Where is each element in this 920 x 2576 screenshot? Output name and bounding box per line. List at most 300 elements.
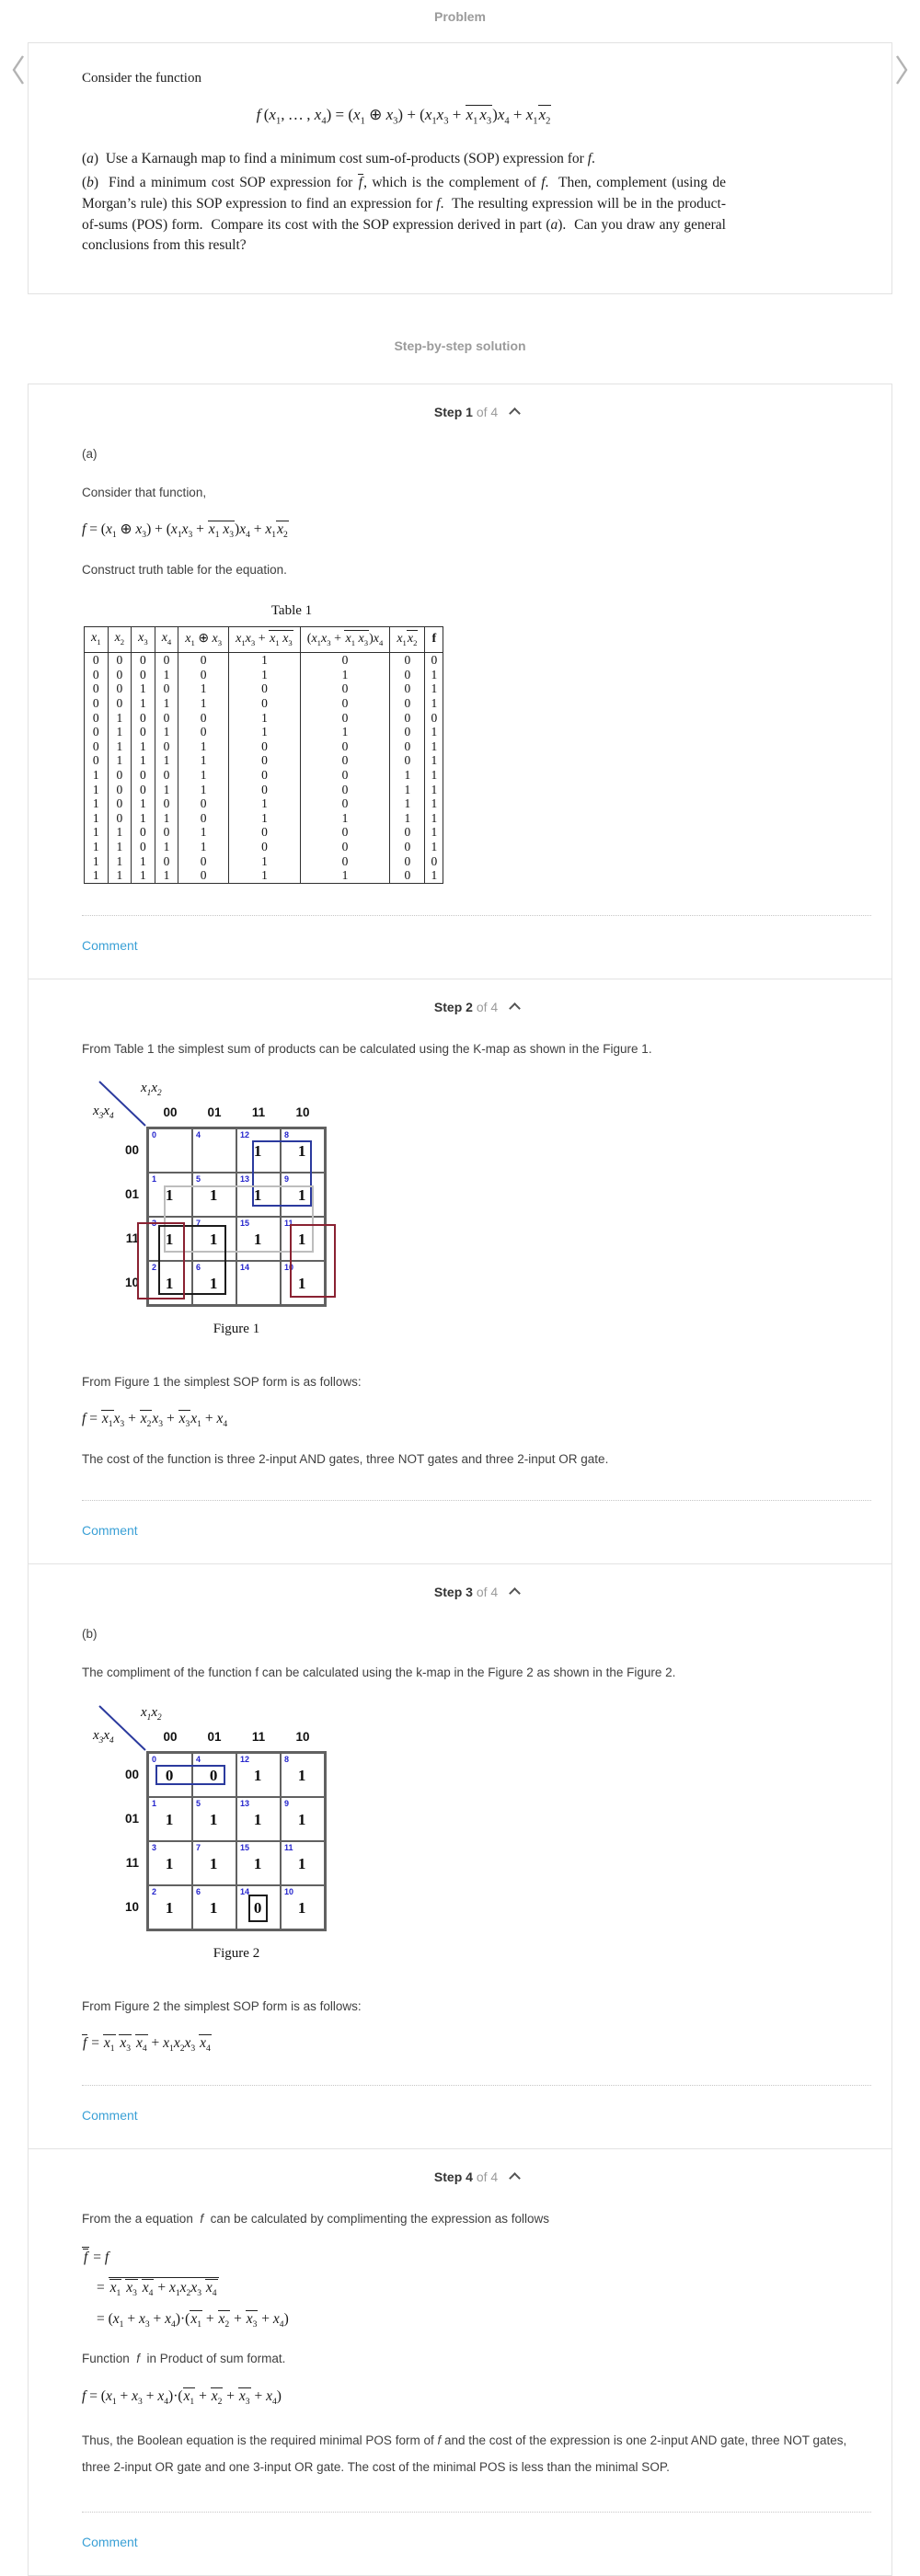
truth-table-cell: 0: [229, 840, 301, 854]
step-of-label: of 4: [476, 404, 499, 419]
truth-table-cell: 0: [390, 840, 425, 854]
truth-table-cell: 1: [132, 868, 155, 883]
kmap-cell-index: 1: [152, 1174, 157, 1185]
truth-table-cell: 1: [108, 725, 132, 739]
truth-table-cell: 1: [178, 768, 229, 783]
kmap-col-label: 10: [295, 1105, 310, 1120]
truth-table-row: [85, 696, 443, 711]
kmap-cell-value: 1: [253, 1854, 262, 1872]
cost-text: The cost of the function is three 2-input AND gates, three NOT gates and three 2-input OR gate.: [82, 1451, 609, 1466]
kmap-cell-index: 8: [284, 1130, 290, 1140]
divider: [82, 2512, 871, 2513]
truth-table-cell: 0: [229, 681, 301, 696]
kmap-cell-index: 13: [240, 1174, 250, 1185]
kmap-cell-value: 1: [297, 1854, 306, 1872]
truth-table-cell: 0: [300, 739, 390, 754]
truth-table-cell: 0: [390, 711, 425, 726]
kmap-cell-index: 4: [196, 1754, 201, 1764]
kmap-col-label: 01: [207, 1729, 222, 1744]
kmap-cell-value: 1: [297, 1230, 306, 1248]
truth-table-cell: 1: [229, 811, 301, 826]
kmap-colvar-label: $x_1x_2$: [141, 1081, 162, 1099]
truth-table-cell: 1: [85, 825, 109, 840]
kmap-cell-value: 1: [209, 1854, 218, 1872]
next-problem-chevron-icon[interactable]: [891, 53, 912, 86]
kmap-cell: [148, 1128, 192, 1173]
truth-table-cell: 1: [300, 668, 390, 682]
truth-table-cell: 1: [85, 811, 109, 826]
kmap-row-label: 00: [124, 1767, 139, 1781]
truth-table-cell: 0: [390, 681, 425, 696]
truth-table-cell: 1: [178, 739, 229, 754]
truth-table-cell: 0: [300, 653, 390, 668]
kmap-cell-index: 9: [284, 1174, 290, 1185]
kmap-cell-value: 1: [253, 1141, 262, 1160]
truth-table-cell: 0: [108, 768, 132, 783]
truth-table-cell: 0: [155, 854, 178, 869]
truth-table-cell: 0: [229, 753, 301, 768]
truth-table-cell: 0: [300, 854, 390, 869]
kmap-cell-index: 4: [196, 1130, 201, 1140]
kmap-cell-value: 1: [253, 1766, 262, 1784]
kmap-cell-value: 1: [297, 1141, 306, 1160]
step-2-card: [28, 979, 892, 1564]
kmap-cell-value: 1: [209, 1230, 218, 1248]
collapse-step-icon[interactable]: [509, 2172, 521, 2184]
truth-table-cell: 0: [85, 696, 109, 711]
truth-table-cell: 0: [229, 825, 301, 840]
divider: [82, 1500, 871, 1501]
collapse-step-icon[interactable]: [509, 1002, 521, 1014]
kmap-cell-index: 1: [152, 1798, 157, 1808]
truth-table-cell: 1: [155, 811, 178, 826]
truth-table-cell: 1: [155, 868, 178, 883]
truth-table-cell: 1: [155, 696, 178, 711]
truth-table-row: [85, 653, 443, 668]
truth-table-row: [85, 796, 443, 811]
truth-table-cell: 1: [229, 711, 301, 726]
truth-table-cell: 0: [108, 796, 132, 811]
truth-table-cell: 0: [178, 725, 229, 739]
kmap-cell-value: 1: [165, 1854, 174, 1872]
step-text: Function f in Product of sum format.: [82, 2352, 286, 2366]
truth-table-row: [85, 668, 443, 682]
truth-table-cell: 0: [229, 783, 301, 797]
kmap-cell-value: 1: [297, 1810, 306, 1828]
truth-table-cell: 0: [155, 653, 178, 668]
truth-table-cell: 1: [425, 725, 443, 739]
truth-table-cell: 1: [229, 668, 301, 682]
function-formula: $f = (x_1$ ⊕ $x_3) + (x_1x_3 + x_1$ $x_3)x_4 + x_1x_2$: [82, 521, 288, 541]
kmap-cell-value: 1: [165, 1230, 174, 1248]
kmap-cell-value: 1: [253, 1230, 262, 1248]
truth-table-cell: 0: [155, 681, 178, 696]
truth-table-header: $x_1$: [85, 627, 109, 653]
truth-table-cell: 1: [425, 811, 443, 826]
truth-table-cell: 1: [425, 681, 443, 696]
comment-link[interactable]: Comment: [82, 2108, 138, 2124]
truth-table-cell: 1: [85, 768, 109, 783]
step-1-card: [28, 384, 892, 979]
truth-table-cell: 0: [85, 753, 109, 768]
kmap-cell: [148, 1841, 192, 1885]
truth-table-cell: 0: [178, 668, 229, 682]
kmap-cell-index: 0: [152, 1130, 157, 1140]
kmap-cell-index: 3: [152, 1842, 157, 1852]
truth-table-cell: 0: [132, 711, 155, 726]
truth-table-cell: 0: [132, 840, 155, 854]
kmap-cell-index: 15: [240, 1219, 250, 1229]
truth-table-cell: 0: [132, 725, 155, 739]
step-of-label: of 4: [476, 2170, 499, 2185]
kmap-cell: [236, 1841, 281, 1885]
kmap-cell-index: 3: [152, 1219, 157, 1229]
kmap-cell: [281, 1885, 325, 1929]
steps-container: [0, 384, 920, 2576]
kmap-cell-index: 14: [240, 1263, 250, 1273]
truth-table-cell: 1: [108, 711, 132, 726]
problem-section-title: Problem: [433, 9, 486, 24]
step-text: Consider that function,: [82, 486, 207, 500]
step-4-card: [28, 2148, 892, 2576]
truth-table-cell: 0: [300, 768, 390, 783]
step-3-card: [28, 1563, 892, 2149]
kmap-cell: [148, 1797, 192, 1841]
truth-table-cell: 1: [85, 868, 109, 883]
truth-table-cell: 1: [178, 825, 229, 840]
truth-table-cell: 1: [108, 825, 132, 840]
divider: [82, 2085, 871, 2086]
truth-table-cell: 0: [425, 653, 443, 668]
truth-table-cell: 0: [390, 753, 425, 768]
kmap-cell-value: 1: [209, 1274, 218, 1292]
divider: [82, 915, 871, 916]
sop-formula: $f = x_1x_3 + x_2x_3 + x_3x_1 + x_4$: [82, 1411, 228, 1430]
truth-table-cell: 1: [229, 854, 301, 869]
step-part-label: (b): [82, 1627, 98, 1642]
truth-table-cell: 1: [178, 753, 229, 768]
truth-table-cell: 0: [229, 739, 301, 754]
truth-table-cell: 0: [390, 696, 425, 711]
truth-table-cell: 1: [155, 668, 178, 682]
figure-caption: Figure 2: [213, 1945, 260, 1961]
kmap-cell: [236, 1261, 281, 1305]
truth-table-cell: 1: [425, 753, 443, 768]
step-1-header: [82, 384, 871, 425]
kmap-cell-value: 1: [297, 1898, 306, 1917]
kmap-cell-index: 13: [240, 1798, 250, 1808]
comment-link[interactable]: Comment: [82, 1523, 138, 1539]
kmap-col-label: 00: [163, 1105, 178, 1120]
truth-table-cell: 1: [132, 681, 155, 696]
truth-table-cell: 1: [229, 868, 301, 883]
truth-table-row: [85, 811, 443, 826]
truth-table-cell: 0: [132, 783, 155, 797]
step-label: Step 3: [433, 1585, 473, 1600]
table-caption: Table 1: [270, 603, 313, 619]
truth-table-cell: 0: [155, 711, 178, 726]
kmap-row-label: 11: [125, 1231, 139, 1246]
collapse-step-icon[interactable]: [509, 1587, 521, 1599]
kmap-cell-value: 1: [209, 1810, 218, 1828]
truth-table-cell: 1: [178, 696, 229, 711]
step-of-label: of 4: [476, 1585, 499, 1600]
kmap-cell-index: 7: [196, 1842, 201, 1852]
truth-table-cell: 0: [178, 796, 229, 811]
truth-table-cell: 1: [132, 811, 155, 826]
truth-table-cell: 0: [390, 854, 425, 869]
kmap-cell-value: 1: [165, 1898, 174, 1917]
truth-table-cell: 1: [425, 783, 443, 797]
truth-table-row: [85, 739, 443, 754]
comment-link[interactable]: Comment: [82, 937, 138, 953]
step-label: Step 2: [433, 999, 473, 1014]
kmap-cell-value: 0: [165, 1766, 174, 1784]
kmap-row-label: 10: [124, 1899, 139, 1914]
step-text: From Table 1 the simplest sum of products can be calculated using the K-map as shown in the Figure 1.: [82, 1041, 652, 1056]
truth-table-cell: 0: [155, 825, 178, 840]
truth-table-cell: 1: [108, 840, 132, 854]
kmap-col-label: 10: [295, 1729, 310, 1744]
kmap-cell: [148, 1885, 192, 1929]
truth-table-cell: 0: [300, 796, 390, 811]
kmap-cell-index: 10: [284, 1263, 294, 1273]
kmap-row-label: 01: [124, 1187, 139, 1202]
kmap-cell-index: 10: [284, 1886, 294, 1896]
truth-table-cell: 1: [178, 681, 229, 696]
truth-table-cell: 0: [178, 868, 229, 883]
truth-table-cell: 1: [132, 796, 155, 811]
truth-table-cell: 1: [132, 696, 155, 711]
truth-table-cell: 0: [132, 825, 155, 840]
step-2-header: [82, 979, 871, 1020]
truth-table-cell: 1: [85, 854, 109, 869]
truth-table-header-row: [85, 627, 443, 653]
truth-table-cell: 1: [108, 753, 132, 768]
truth-table-cell: 1: [300, 868, 390, 883]
truth-table-cell: 1: [229, 653, 301, 668]
truth-table-cell: 0: [390, 653, 425, 668]
problem-intro-text: Consider the function: [82, 71, 201, 86]
truth-table-cell: 0: [178, 711, 229, 726]
kmap-cell: [192, 1797, 236, 1841]
problem-part-a-text: (a) Use a Karnaugh map to find a minimum cost sum-of-products (SOP) expression for f.: [82, 150, 595, 166]
truth-table-cell: 0: [390, 868, 425, 883]
truth-table-cell: 0: [425, 854, 443, 869]
kmap-cell: [281, 1753, 325, 1797]
truth-table-cell: 1: [155, 783, 178, 797]
truth-table-cell: 1: [425, 825, 443, 840]
problem-formula: f ($x_1$, … , $x_4) = (x_1$ ⊕ $x_3) + (x_1x_3 + x_1$ $x_3)x_4 + x_1x_2$: [256, 106, 551, 127]
kmap-row-label: 00: [124, 1143, 139, 1158]
truth-table-header: $x_4$: [155, 627, 178, 653]
truth-table-cell: 1: [390, 783, 425, 797]
kmap-cell-index: 2: [152, 1886, 157, 1896]
step-4-header: [82, 2149, 871, 2190]
kmap-cell: [281, 1841, 325, 1885]
kmap-cell-value: 1: [253, 1185, 262, 1204]
truth-table-cell: 0: [108, 653, 132, 668]
problem-part-b-text: (b) Find a minimum cost SOP expression for f, which is the complement of f. Then, complement (using de Morgan’s rule) this SOP expression to find an expression for f. The resulting expression will be in the product-of-sums (POS) form. Compare its cost with the SOP expression derived in part (a). Can you draw any general conclusions from this result?: [82, 175, 726, 254]
truth-table-cell: 1: [390, 811, 425, 826]
truth-table-cell: 0: [300, 783, 390, 797]
kmap-colvar-label: $x_1x_2$: [141, 1704, 162, 1723]
truth-table-cell: 0: [132, 668, 155, 682]
kmap-cell-index: 7: [196, 1219, 201, 1229]
truth-table-row: [85, 725, 443, 739]
kmap-cell-value: 1: [165, 1274, 174, 1292]
solution-section-title: Step-by-step solution: [394, 338, 526, 353]
truth-table-cell: 0: [155, 739, 178, 754]
step-text: The compliment of the function f can be calculated using the k-map in the Figure 2 as shown in the Figure 2.: [82, 1666, 676, 1680]
truth-table-cell: 0: [390, 668, 425, 682]
truth-table-cell: 1: [108, 854, 132, 869]
truth-table-header: $x_1x_2$: [390, 627, 425, 653]
kmap-cell-index: 2: [152, 1263, 157, 1273]
step-label: Step 1: [433, 404, 473, 419]
truth-table-cell: 0: [425, 711, 443, 726]
truth-table-cell: 1: [425, 696, 443, 711]
conclusion-text: Thus, the Boolean equation is the required minimal POS form of f and the cost of the expression is one 2-input AND gate, three NOT gates, three 2-input OR gate and one 3-input OR gate. The cost of the minimal POS is less than the minimal SOP.: [82, 2433, 847, 2475]
truth-table-cell: 1: [425, 668, 443, 682]
kmap-cell-value: 0: [253, 1898, 262, 1917]
step-text: Construct truth table for the equation.: [82, 562, 287, 577]
kmap-cell-value: 1: [297, 1185, 306, 1204]
truth-table-cell: 0: [85, 711, 109, 726]
kmap-row-label: 10: [124, 1276, 139, 1290]
truth-table-row: [85, 868, 443, 883]
pos-derivation-formula: = $(x_1 + x_3 + x_4)\cdot(x_1 + x_2 + x_3 + x_4)$: [97, 2310, 289, 2330]
truth-table-cell: 1: [390, 796, 425, 811]
truth-table-cell: 0: [229, 768, 301, 783]
demorgan-step-formula: = $x_1$ $x_3$ $x_4 + x_1x_2x_3$ $x_4$: [97, 2277, 871, 2298]
kmap-col-label: 11: [251, 1729, 266, 1744]
complement-sop-formula: $f = x_1$ $x_3$ $x_4 + x_1x_2x_3$ $x_4$: [83, 2034, 211, 2054]
truth-table-cell: 0: [132, 653, 155, 668]
truth-table-cell: 0: [300, 825, 390, 840]
kmap-cell: [281, 1797, 325, 1841]
truth-table-cell: 0: [390, 725, 425, 739]
truth-table-cell: 1: [229, 725, 301, 739]
truth-table-cell: 0: [108, 681, 132, 696]
comment-link[interactable]: Comment: [82, 2535, 138, 2550]
problem-card: [28, 42, 892, 294]
truth-table-cell: 0: [300, 753, 390, 768]
kmap-col-label: 00: [163, 1729, 178, 1744]
kmap-rowvar-label: $x_3x_4$: [93, 1104, 114, 1122]
truth-table-cell: 0: [300, 681, 390, 696]
truth-table-row: [85, 711, 443, 726]
truth-table-row: [85, 825, 443, 840]
truth-table-row: [85, 681, 443, 696]
truth-table-header: $x_1$ ⊕ $x_3$: [178, 627, 229, 653]
pos-final-formula: $f = (x_1 + x_3 + x_4)\cdot(x_1 + x_2 + x_3 + x_4)$: [82, 2387, 282, 2407]
kmap-cell: [192, 1128, 236, 1173]
previous-problem-chevron-icon[interactable]: [8, 53, 29, 86]
truth-table-cell: 0: [300, 840, 390, 854]
truth-table-cell: 1: [425, 796, 443, 811]
truth-table-cell: 0: [85, 739, 109, 754]
truth-table-cell: 0: [155, 768, 178, 783]
kmap-cell-index: 6: [196, 1263, 201, 1273]
kmap-figure-2: [93, 1705, 871, 1977]
truth-table-cell: 1: [85, 840, 109, 854]
truth-table-cell: 0: [178, 653, 229, 668]
truth-table-cell: 1: [108, 868, 132, 883]
kmap-cell-index: 11: [284, 1842, 293, 1852]
kmap-cell-value: 1: [209, 1185, 218, 1204]
truth-table-cell: 0: [390, 739, 425, 754]
truth-table-cell: 0: [178, 854, 229, 869]
kmap-cell-index: 15: [240, 1842, 250, 1852]
kmap-group-outline: [137, 1222, 185, 1299]
figure-caption: Figure 1: [213, 1322, 260, 1337]
step-text: From Figure 2 the simplest SOP form is as follows:: [82, 1998, 362, 2013]
truth-table-cell: 0: [85, 668, 109, 682]
truth-table-cell: 0: [108, 668, 132, 682]
kmap-cell-value: 1: [165, 1185, 174, 1204]
step-of-label: of 4: [476, 999, 499, 1014]
kmap-group-outline: [248, 1895, 268, 1922]
truth-table-cell: 1: [425, 739, 443, 754]
kmap-cell-value: 0: [209, 1766, 218, 1784]
truth-table-header: $x_3$: [132, 627, 155, 653]
truth-table-row: [85, 753, 443, 768]
kmap-figure-1: [93, 1081, 871, 1353]
truth-table-cell: 0: [300, 711, 390, 726]
kmap-cell-index: 6: [196, 1886, 201, 1896]
truth-table-cell: 0: [85, 653, 109, 668]
kmap-col-label: 11: [251, 1105, 266, 1120]
kmap-cell-index: 5: [196, 1174, 201, 1185]
kmap-cell-index: 11: [284, 1219, 293, 1229]
truth-table-cell: 1: [132, 854, 155, 869]
truth-table-header: f: [425, 627, 443, 653]
kmap-row-label: 01: [124, 1811, 139, 1826]
truth-table-cell: 0: [85, 681, 109, 696]
kmap-cell-index: 9: [284, 1798, 290, 1808]
kmap-cell-index: 12: [240, 1130, 250, 1140]
truth-table-cell: 1: [300, 811, 390, 826]
collapse-step-icon[interactable]: [509, 407, 521, 419]
truth-table-cell: 1: [85, 796, 109, 811]
kmap-cell-index: 14: [240, 1886, 250, 1896]
truth-table-cell: 0: [132, 768, 155, 783]
truth-table-row: [85, 840, 443, 854]
step-label: Step 4: [433, 2170, 473, 2185]
truth-table-cell: 0: [108, 783, 132, 797]
truth-table-cell: 1: [425, 840, 443, 854]
truth-table-header: $x_1x_3 + x_1$ $x_3$: [229, 627, 301, 653]
truth-table-cell: 1: [178, 783, 229, 797]
truth-table-row: [85, 854, 443, 869]
kmap-group-outline: [290, 1224, 336, 1298]
truth-table: [84, 626, 443, 884]
kmap-cell: [192, 1885, 236, 1929]
truth-table-cell: 1: [155, 753, 178, 768]
truth-table-cell: 0: [300, 696, 390, 711]
truth-table-header: ($x_1x_3 + x_1$ $x_3)x_4$: [300, 627, 390, 653]
kmap-rowvar-label: $x_3x_4$: [93, 1727, 114, 1746]
kmap-col-label: 01: [207, 1105, 222, 1120]
kmap-cell: [236, 1753, 281, 1797]
truth-table-cell: 0: [108, 811, 132, 826]
truth-table-cell: 1: [155, 840, 178, 854]
truth-table-cell: 1: [229, 796, 301, 811]
truth-table-cell: 0: [155, 796, 178, 811]
kmap-cell: [236, 1797, 281, 1841]
kmap-cell: [192, 1841, 236, 1885]
